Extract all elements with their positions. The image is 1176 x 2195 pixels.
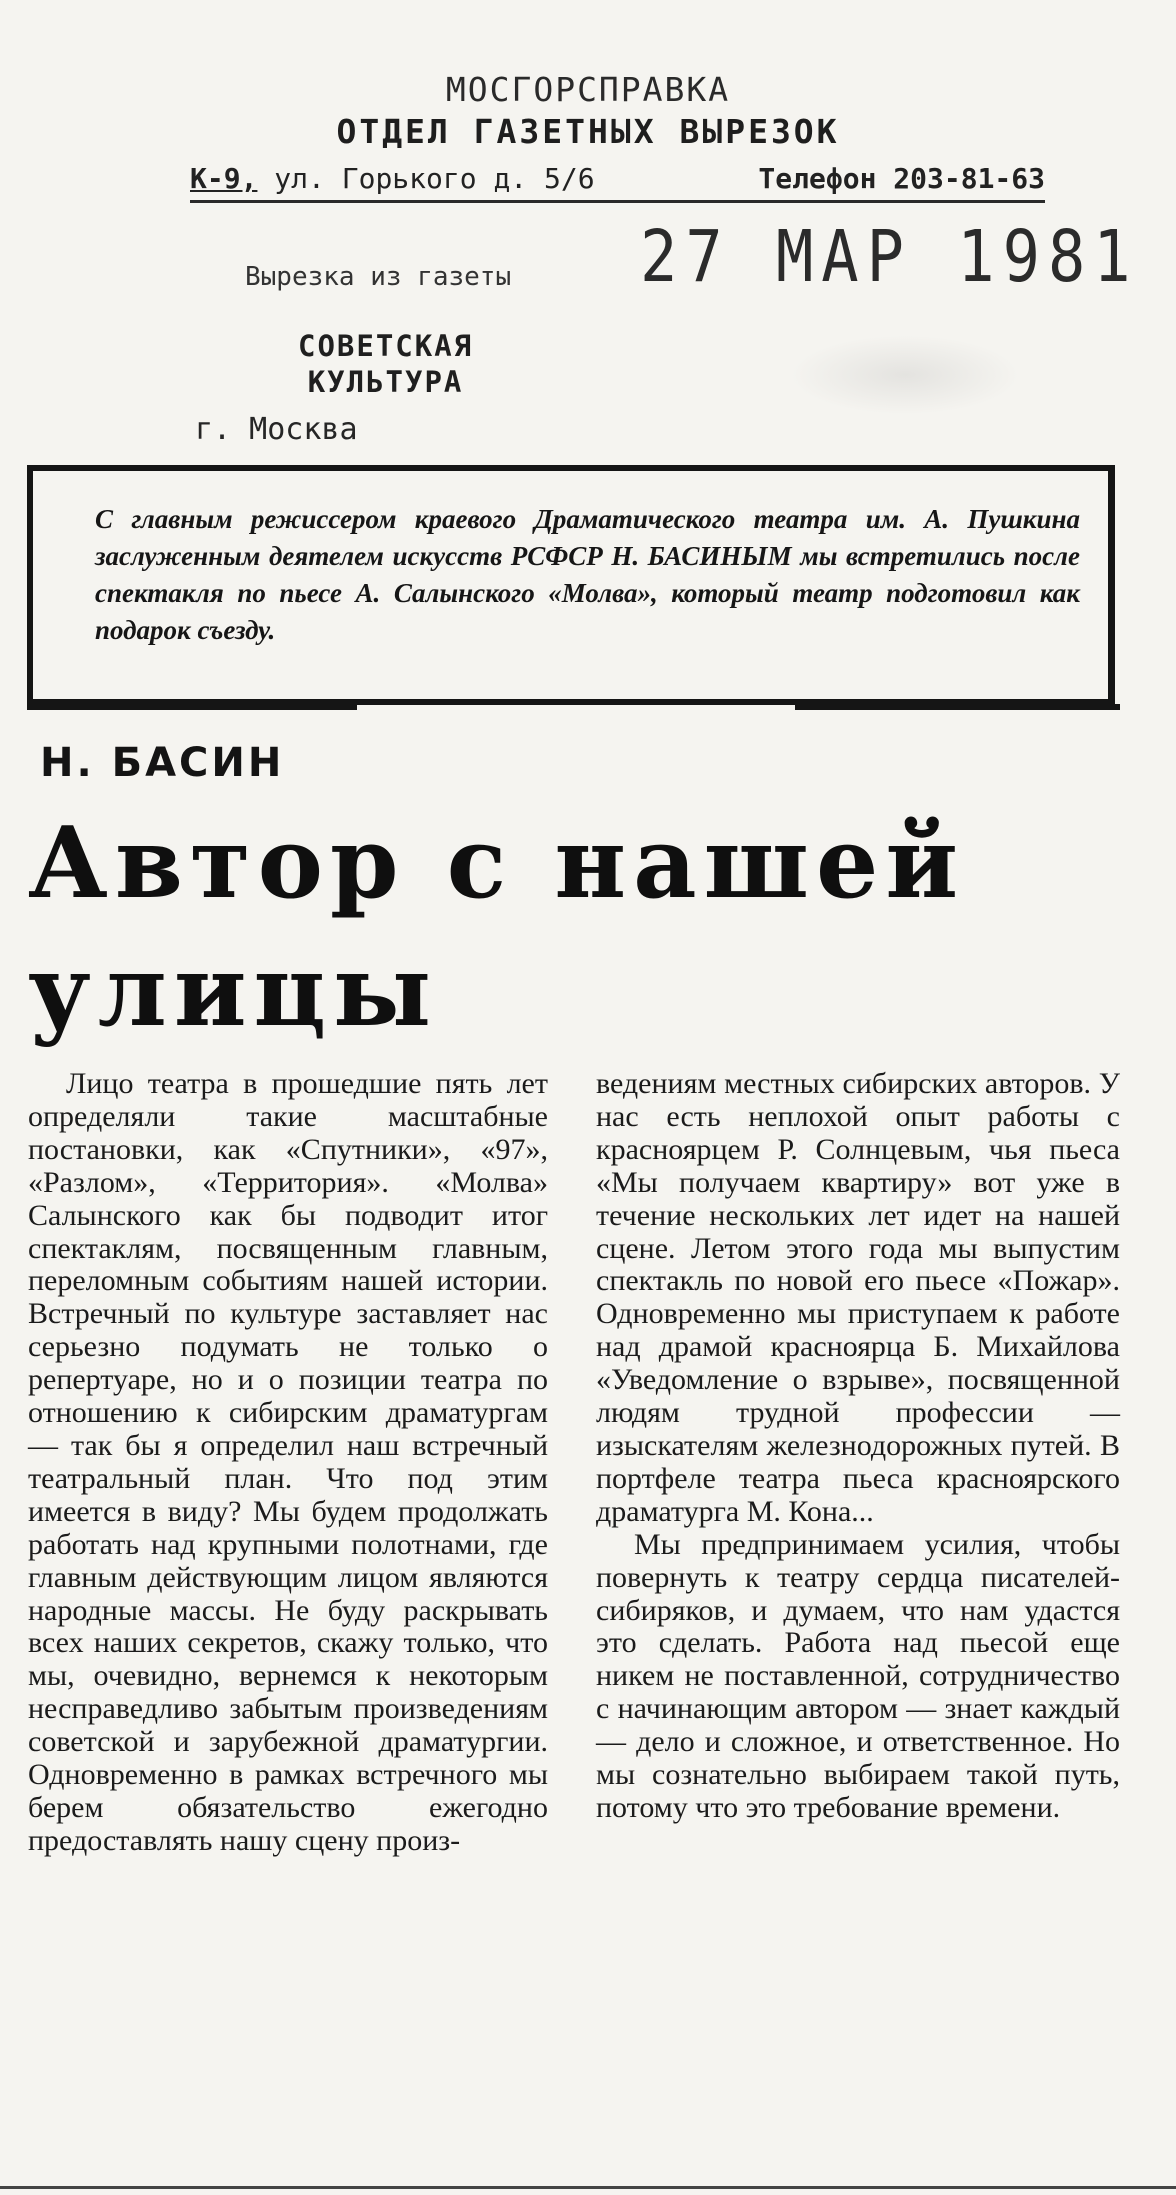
intro-box-rule-right <box>795 704 1120 710</box>
article-paragraph: ведениям местных сибирских авторов. У нас есть неплохой опыт работы с красноярцем Р. Солнцевым, чья пьеса «Мы получаем квартиру» вот уже в течение нескольких лет идет на нашей сцене. Летом этого года мы выпустим спектакль по новой его пьесе «Пожар». Одновременно мы приступаем к работе над драмой красноярца Б. Михайлова «Уведомление о взрыве», посвященной людям трудной профессии — изыскателям железнодорожных путей. В портфеле театра пьеса красноярского драматурга М. Кона... <box>596 1067 1120 1528</box>
headline-line2: улицы <box>28 934 439 1049</box>
article-column-right <box>596 1068 1120 1825</box>
intro-box-rule-left <box>27 704 357 710</box>
headline-line1: Автор с нашей <box>28 806 966 921</box>
stamp-organization: МОСГОРСПРАВКА <box>445 70 731 109</box>
page-bottom-rule <box>0 2186 1176 2189</box>
article-column-left <box>28 1068 548 1858</box>
stamp-address-street: ул. Горького д. 5/6 <box>274 162 595 195</box>
article-paragraph: Лицо театра в прошедшие пять лет определяли такие масштабные постановки, как «Спутники», «97», «Разлом», «Территория». «Молва» Салынского как бы подводит итог спектаклям, посвященным главным, переломным событиям нашей истории. Встречный по культуре заставляет нас серьезно подумать не только о репертуаре, но и о позиции театра по отношению к сибирским драматургам — так бы я определил наш встречный театральный план. Что под этим имеется в виду? Мы будем продолжать работать над крупными полотнами, где главным действующим лицом являются народные массы. Не буду раскрывать всех наших секретов, скажу только, что мы, очевидно, вернемся к некоторым несправедливо забытым произведениям советской и зарубежной драматургии. Одновременно в рамках встречного мы берем обязательство ежегодно предоставлять нашу сцену произ- <box>28 1067 548 1857</box>
stamp-address-row <box>190 160 1045 203</box>
stamp-address <box>190 162 595 195</box>
newspaper-name-line1: СОВЕТСКАЯ <box>298 329 474 363</box>
clipping-label: Вырезка из газеты <box>245 262 512 292</box>
stamp-address-code: К-9, <box>190 162 258 195</box>
newspaper-city: г. Москва <box>195 412 358 447</box>
clipping-date: 27 МАР 1981 <box>640 214 1139 299</box>
intro-box <box>27 465 1115 705</box>
article-paragraph: Мы предпринимаем усилия, чтобы повернуть к театру сердца писателей-сибиряков, и думаем, что нам удастся это сделать. Работа над пьесой еще никем не поставленной, сотрудничество с начинающим автором — знает каждый — дело и сложное, и ответственное. Но мы сознательно выбираем такой путь, потому что это требование времени. <box>596 1527 1120 1824</box>
newspaper-name-line2: КУЛЬТУРА <box>307 365 464 399</box>
newspaper-name <box>298 328 473 400</box>
ink-smudge <box>790 335 1020 415</box>
article-headline <box>28 800 1148 1056</box>
stamp-phone: Телефон 203-81-63 <box>758 162 1045 195</box>
intro-text: С главным режиссером краевого Драматического театра им. А. Пушкина заслуженным деятелем искусств РСФСР Н. БАСИНЫМ мы встретились после спектакля по пьесе А. Салынского «Молва», который театр подготовил как подарок съезду. <box>95 504 1080 645</box>
article-byline: Н. БАСИН <box>40 740 285 786</box>
stamp-department: ОТДЕЛ ГАЗЕТНЫХ ВЫРЕЗОК <box>336 112 840 151</box>
